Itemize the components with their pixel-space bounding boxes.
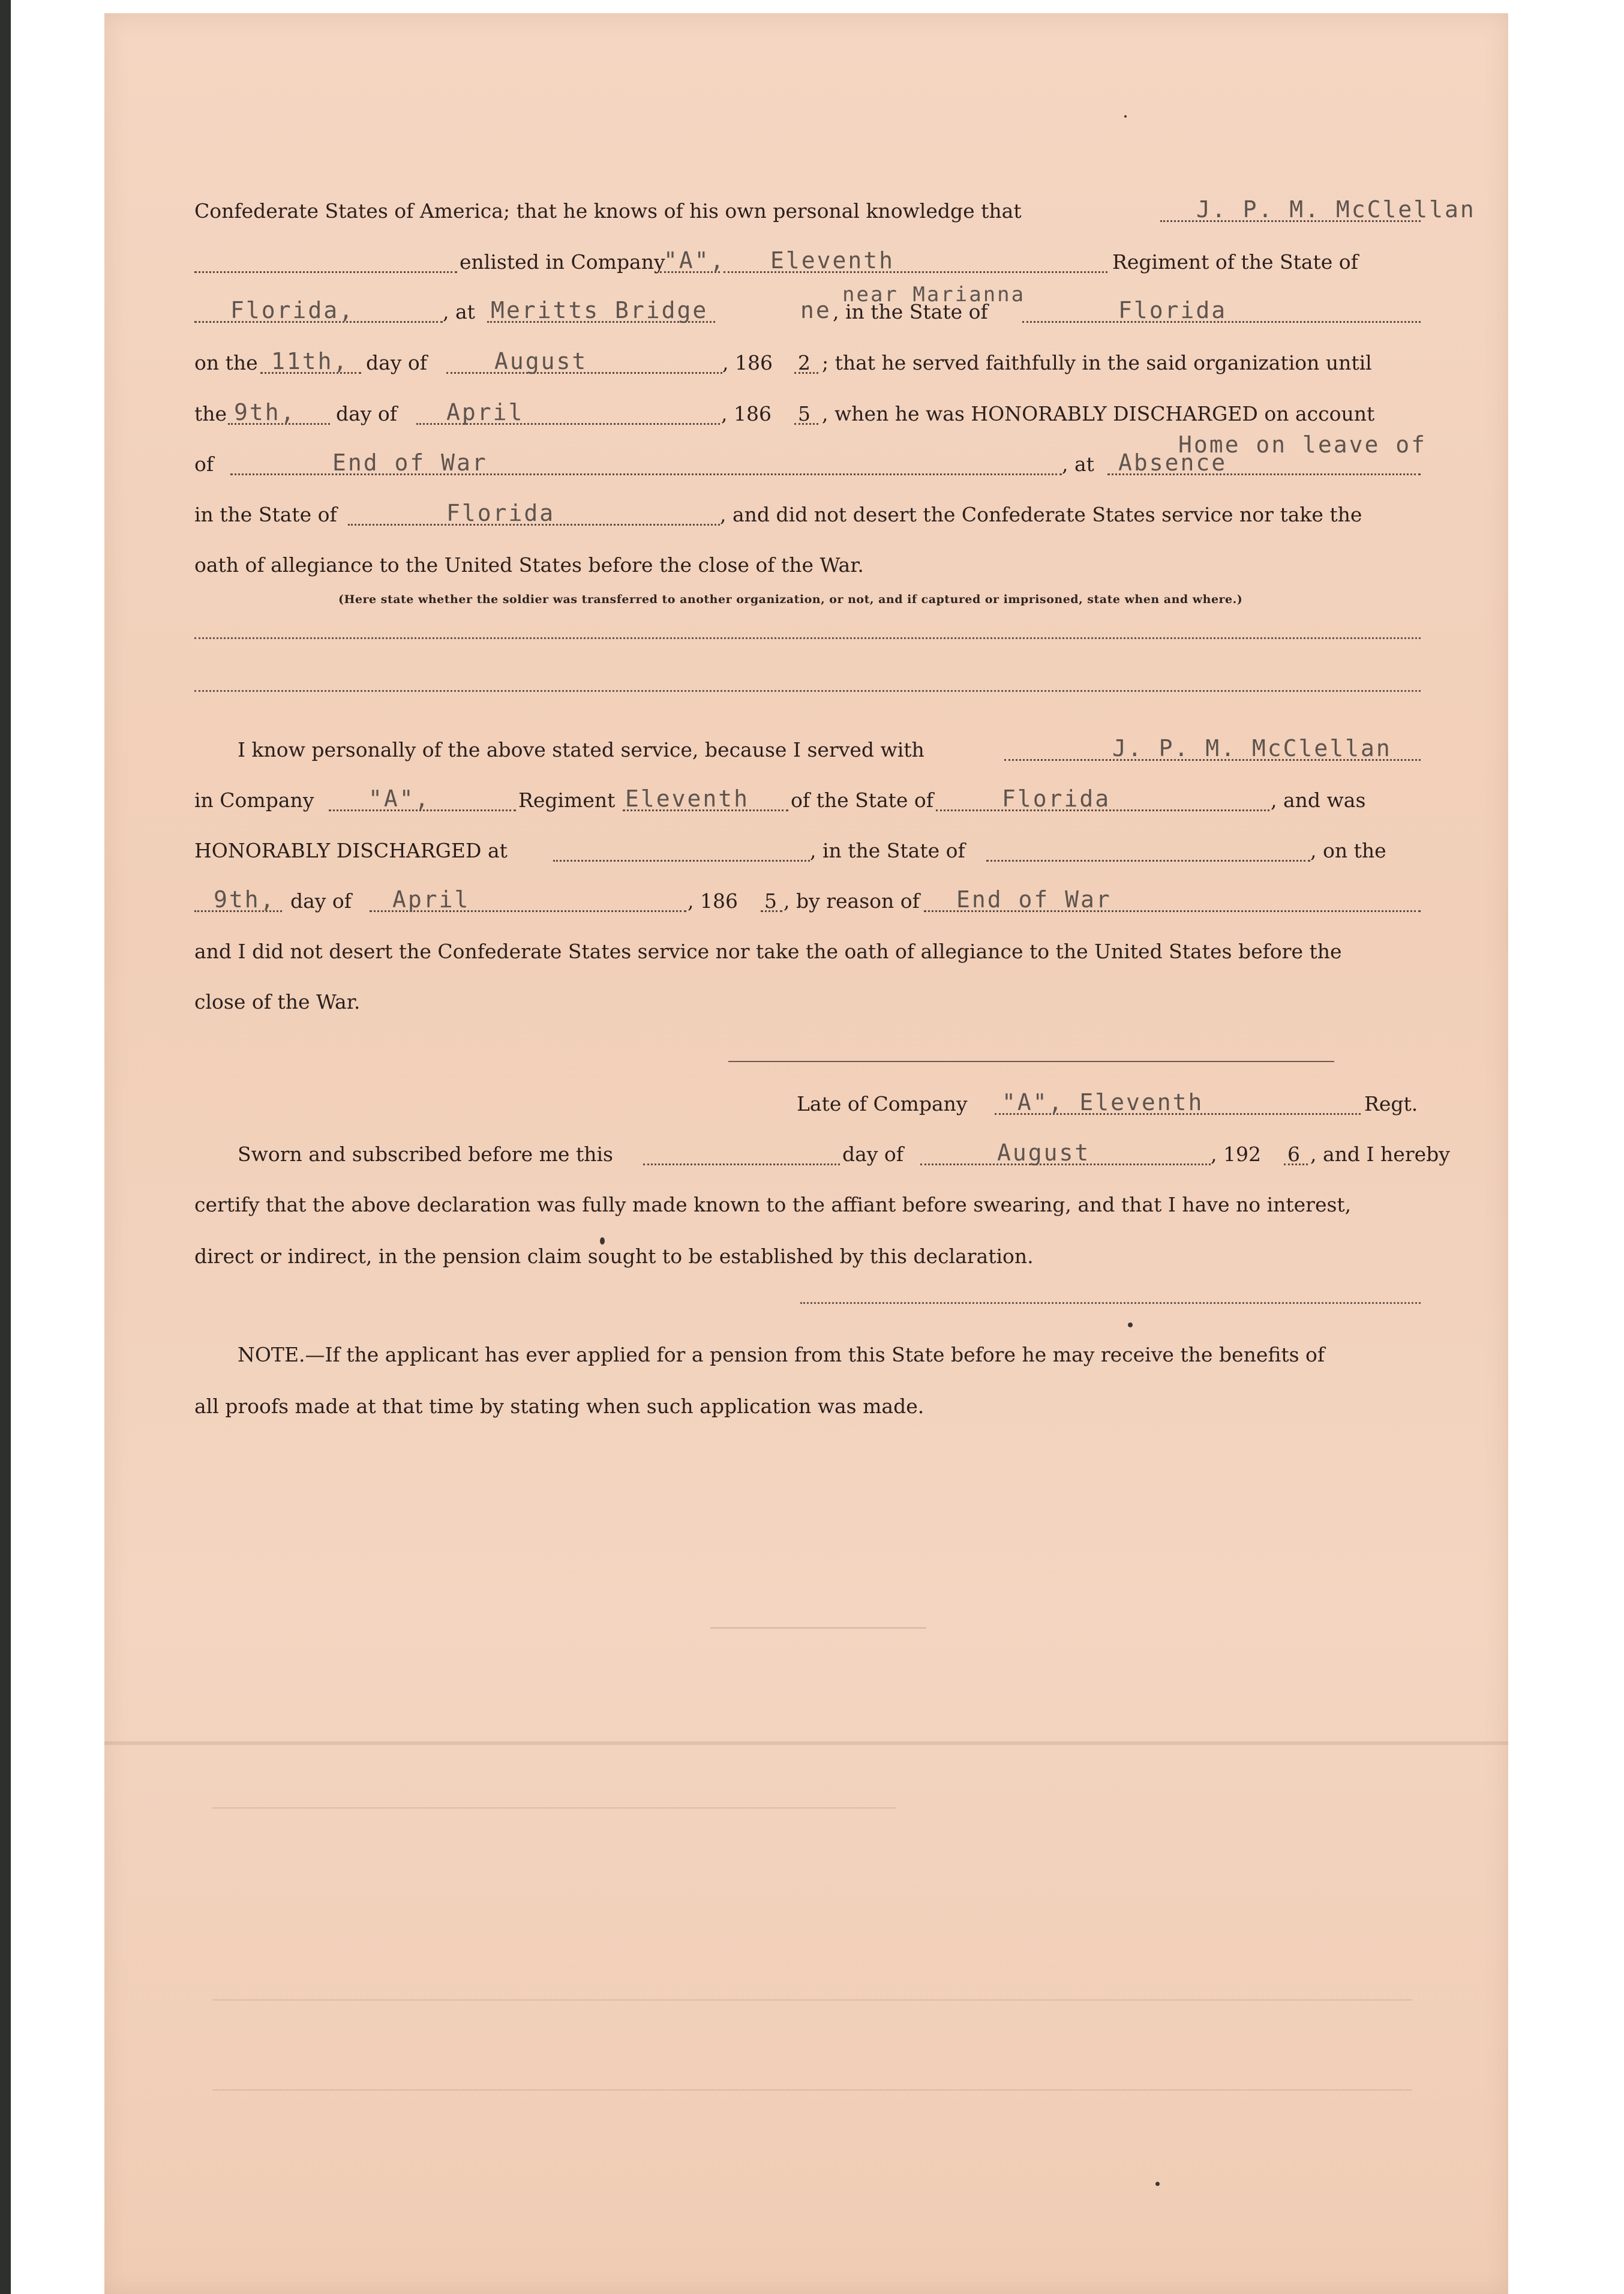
service-line-2 [194,782,1421,818]
sworn-year-digit: 6 [1287,1142,1300,1166]
year-prefix: , 186 [722,351,773,374]
note-text: all proofs made at that time by stating when such application was made. [194,1395,924,1418]
day-of-label: day of [366,351,428,374]
bleed-through-line [212,1999,1412,2001]
of-label: of [194,452,214,476]
on-the-label: on the [194,351,258,374]
service-text: I know personally of the above stated service, because I served with [238,738,924,761]
sworn-line-3 [194,1239,1421,1275]
late-company-field: "A", Eleventh [1002,1089,1204,1115]
paper-speck [600,1237,605,1245]
at-label: , at [443,300,475,323]
paper-speck [1128,1323,1133,1327]
regiment-of-label: Regiment of the State of [1112,250,1358,274]
discharge-day-field: 9th, [234,399,296,425]
declaration-text: , when he was HONORABLY DISCHARGED on account [822,402,1375,425]
blank-ruled-line [194,690,1421,692]
paper-speck [1124,115,1127,118]
sworn-month-field: August [997,1139,1091,1166]
state-field: Florida, [230,297,355,323]
sworn-line-1 [194,1136,1450,1173]
discharge-year-digit: 5 [764,889,777,913]
paper-speck [1155,2182,1160,2186]
declaration-text: ; that he served faithfully in the said organization until [822,351,1372,374]
state-field-2: Florida [1118,297,1227,323]
instruction-note: (Here state whether the soldier was transferred to another organization, or not, and if captured or imprisoned, state when and where.) [338,593,1243,606]
declaration-line-1 [194,193,1476,229]
company-field: "A", [368,785,431,812]
regiment-field: Eleventh [770,247,895,274]
year-prefix: , 186 [721,402,772,425]
discharge-year-digit: 5 [798,402,811,425]
service-text: close of the War. [194,990,361,1013]
official-signature-line [800,1302,1421,1304]
near-place-note: near Marianna [842,283,1026,307]
service-text: and I did not desert the Confederate States service nor take the oath of allegiance to the United States before the [194,940,1342,963]
note-text: NOTE.—If the applicant has ever applied for a pension from this State before he may receive the benefits of [238,1343,1325,1366]
discharge-state-field: Florida [446,500,556,526]
enlist-day-field: 11th, [271,348,349,374]
discharge-day-field: 9th, [214,886,276,913]
and-was-label: , and was [1271,788,1366,812]
the-label: the [194,402,227,425]
company-field: "A", [664,247,726,274]
declaration-line-3 [194,283,1421,330]
sworn-label: Sworn and subscribed before me this [238,1142,613,1166]
enlist-month-field: August [494,348,588,374]
honorably-discharged-label: HONORABLY DISCHARGED at [194,839,508,862]
sworn-text: direct or indirect, in the pension claim sought to be established by this declaration. [194,1245,1034,1268]
discharge-reason-field: End of War [332,449,488,476]
enlist-year-digit: 2 [798,351,811,374]
declaration-line-7 [194,497,1421,533]
note-line-1 [194,1337,1421,1373]
sworn-text: certify that the above declaration was fully made known to the affiant before swearing, and that I have no interest, [194,1193,1352,1216]
affiant-signature-line [728,1061,1334,1062]
field-underline [194,271,457,273]
regiment-label: Regiment [518,788,616,812]
state-field: Florida [1002,785,1111,812]
comrade-served-with-field: J. P. M. McClellan [1112,735,1392,761]
in-state-label: , in the State of [833,300,988,323]
discharge-place-field: Absence [1118,449,1227,476]
year-prefix: , 186 [688,889,738,913]
service-line-1 [194,732,1421,768]
field-underline [643,1164,840,1165]
discharge-place-note: Home on leave of [1178,431,1427,458]
service-line-5 [194,934,1421,970]
field-underline [553,860,810,862]
soldier-name-field: J. P. M. McClellan [1196,196,1476,223]
declaration-line-5 [194,396,1421,432]
in-state-label: , in the State of [810,839,965,862]
bleed-through-line [710,1627,926,1629]
late-of-company-label: Late of Company [797,1092,968,1115]
declaration-line-8 [194,547,1421,583]
enlist-place-field: Meritts Bridge [491,297,709,323]
scanner-edge [0,0,11,2294]
regt-label: Regt. [1364,1092,1418,1115]
service-line-4 [194,883,1421,919]
of-state-label: of the State of [791,788,934,812]
regiment-field: Eleventh [625,785,750,812]
document-page [104,13,1508,2294]
bleed-through-line [212,2089,1412,2091]
in-company-label: in Company [194,788,314,812]
blank-ruled-line [194,637,1421,639]
declaration-line-4 [194,345,1421,381]
day-of-label: day of [336,402,398,425]
sworn-text: , and I hereby [1310,1142,1450,1166]
page-fold [104,1741,1508,1745]
day-of-label: day of [290,889,352,913]
enlisted-label: enlisted in Company [460,250,665,274]
day-of-label: day of [842,1142,904,1166]
discharge-month-field: April [446,399,524,425]
sworn-line-2 [194,1187,1421,1223]
discharge-reason-field: End of War [956,886,1112,913]
field-underline [986,860,1310,862]
declaration-text: oath of allegiance to the United States before the close of the War. [194,553,864,577]
year-prefix: , 192 [1211,1142,1261,1166]
at-label: , at [1062,452,1094,476]
declaration-line-2 [194,244,1421,280]
declaration-line-6 [194,431,1427,482]
by-reason-label: , by reason of [784,889,920,913]
bleed-through-line [212,1807,896,1809]
service-line-3 [194,833,1421,869]
late-of-company-line [194,1086,1421,1122]
note-line-2 [194,1389,1421,1425]
near-prefix: ne [800,297,831,323]
in-state-label: in the State of [194,503,337,526]
service-line-6 [194,984,1421,1020]
declaration-text: Confederate States of America; that he knows of his own personal knowledge that [194,199,1022,223]
declaration-text: , and did not desert the Confederate States service nor take the [720,503,1362,526]
on-the-label: , on the [1310,839,1386,862]
discharge-month-field: April [392,886,470,913]
